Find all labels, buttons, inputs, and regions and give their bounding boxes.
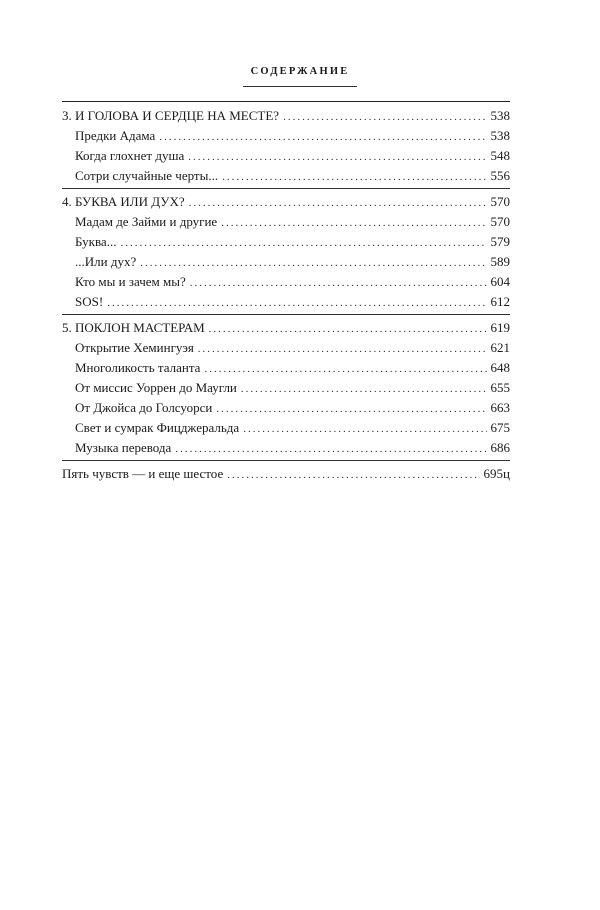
toc-entry-page: 612 bbox=[490, 294, 510, 309]
toc-entry-page: 570 bbox=[490, 214, 510, 229]
toc-entry-title: Сотри случайные черты... bbox=[75, 168, 219, 183]
toc-entry-title: Пять чувств — и еще шестое bbox=[62, 466, 224, 481]
toc-entry-title: Буква... bbox=[75, 234, 117, 249]
toc-entry[interactable] bbox=[75, 359, 510, 377]
toc-entry[interactable] bbox=[75, 339, 510, 357]
toc-entry-page: 538 bbox=[490, 108, 510, 123]
toc-entry-title: Предки Адама bbox=[75, 128, 156, 143]
toc-entry-title: 5. ПОКЛОН МАСТЕРАМ bbox=[62, 320, 205, 335]
toc-entry-title: SOS! bbox=[75, 294, 104, 309]
toc-entry-title: Свет и сумрак Фицджеральда bbox=[75, 420, 240, 435]
toc-entry-page: 619 bbox=[490, 320, 510, 335]
toc-entry-title: ...Или дух? bbox=[75, 254, 137, 269]
leader-dots bbox=[188, 148, 486, 166]
leader-dots bbox=[241, 380, 487, 398]
leader-dots bbox=[227, 466, 479, 484]
toc-entry[interactable] bbox=[75, 213, 510, 231]
toc-chapter-5[interactable] bbox=[62, 319, 510, 337]
toc-entry-title: Музыка перевода bbox=[75, 440, 172, 455]
toc-entry[interactable] bbox=[75, 253, 510, 271]
toc-entry-page: 686 bbox=[490, 440, 510, 455]
toc-entry-title: 3. И ГОЛОВА И СЕРДЦЕ НА МЕСТЕ? bbox=[62, 108, 280, 123]
toc-entry-page: 556 bbox=[490, 168, 510, 183]
leader-dots bbox=[209, 320, 487, 338]
toc-entry-page: 695ц bbox=[483, 466, 510, 481]
toc-entry[interactable] bbox=[75, 273, 510, 291]
leader-dots bbox=[243, 420, 486, 438]
toc-entry[interactable] bbox=[75, 439, 510, 457]
toc-entry-page: 579 bbox=[490, 234, 510, 249]
section-divider bbox=[62, 460, 510, 461]
toc-entry[interactable] bbox=[75, 399, 510, 417]
toc-entry-page: 675 bbox=[490, 420, 510, 435]
leader-dots bbox=[107, 294, 486, 312]
toc-entry[interactable] bbox=[75, 127, 510, 145]
toc-entry-page: 655 bbox=[490, 380, 510, 395]
top-divider bbox=[62, 101, 510, 102]
leader-dots bbox=[189, 194, 487, 212]
toc-entry-title: Мадам де Займи и другие bbox=[75, 214, 218, 229]
toc-entry-title: 4. БУКВА ИЛИ ДУХ? bbox=[62, 194, 185, 209]
leader-dots bbox=[190, 274, 487, 292]
toc-entry-title: Многоликость таланта bbox=[75, 360, 201, 375]
toc-entry[interactable] bbox=[75, 167, 510, 185]
leader-dots bbox=[283, 108, 486, 126]
toc-chapter-4[interactable] bbox=[62, 193, 510, 211]
toc-entry-page: 621 bbox=[490, 340, 510, 355]
header-underline bbox=[243, 86, 357, 87]
page-header-title: СОДЕРЖАНИЕ bbox=[250, 66, 350, 77]
toc-entry-page: 604 bbox=[490, 274, 510, 289]
toc-entry[interactable] bbox=[75, 419, 510, 437]
toc-entry-page: 663 bbox=[490, 400, 510, 415]
toc-entry-page: 538 bbox=[490, 128, 510, 143]
leader-dots bbox=[222, 168, 486, 186]
leader-dots bbox=[140, 254, 486, 272]
toc-entry-page: 570 bbox=[490, 194, 510, 209]
section-divider bbox=[62, 188, 510, 189]
toc-entry-title: Открытие Хемингуэя bbox=[75, 340, 194, 355]
toc-entry[interactable] bbox=[75, 379, 510, 397]
toc-entry-title: От Джойса до Голсуорси bbox=[75, 400, 213, 415]
section-divider bbox=[62, 314, 510, 315]
toc-entry-title: Когда глохнет душа bbox=[75, 148, 185, 163]
toc-entry-title: От миссис Уоррен до Маугли bbox=[75, 380, 237, 395]
toc-entry[interactable] bbox=[75, 233, 510, 251]
leader-dots bbox=[159, 128, 486, 146]
leader-dots bbox=[120, 234, 486, 252]
toc-entry-page: 589 bbox=[490, 254, 510, 269]
leader-dots bbox=[216, 400, 486, 418]
toc-entry[interactable] bbox=[75, 147, 510, 165]
leader-dots bbox=[221, 214, 486, 232]
toc-entry-page: 548 bbox=[490, 148, 510, 163]
leader-dots bbox=[175, 440, 486, 458]
toc-entry-title: Кто мы и зачем мы? bbox=[75, 274, 186, 289]
leader-dots bbox=[204, 360, 486, 378]
toc-entry[interactable] bbox=[75, 293, 510, 311]
toc-final-entry[interactable] bbox=[62, 465, 510, 483]
leader-dots bbox=[198, 340, 487, 358]
toc-chapter-3[interactable] bbox=[62, 107, 510, 125]
toc-entry-page: 648 bbox=[490, 360, 510, 375]
